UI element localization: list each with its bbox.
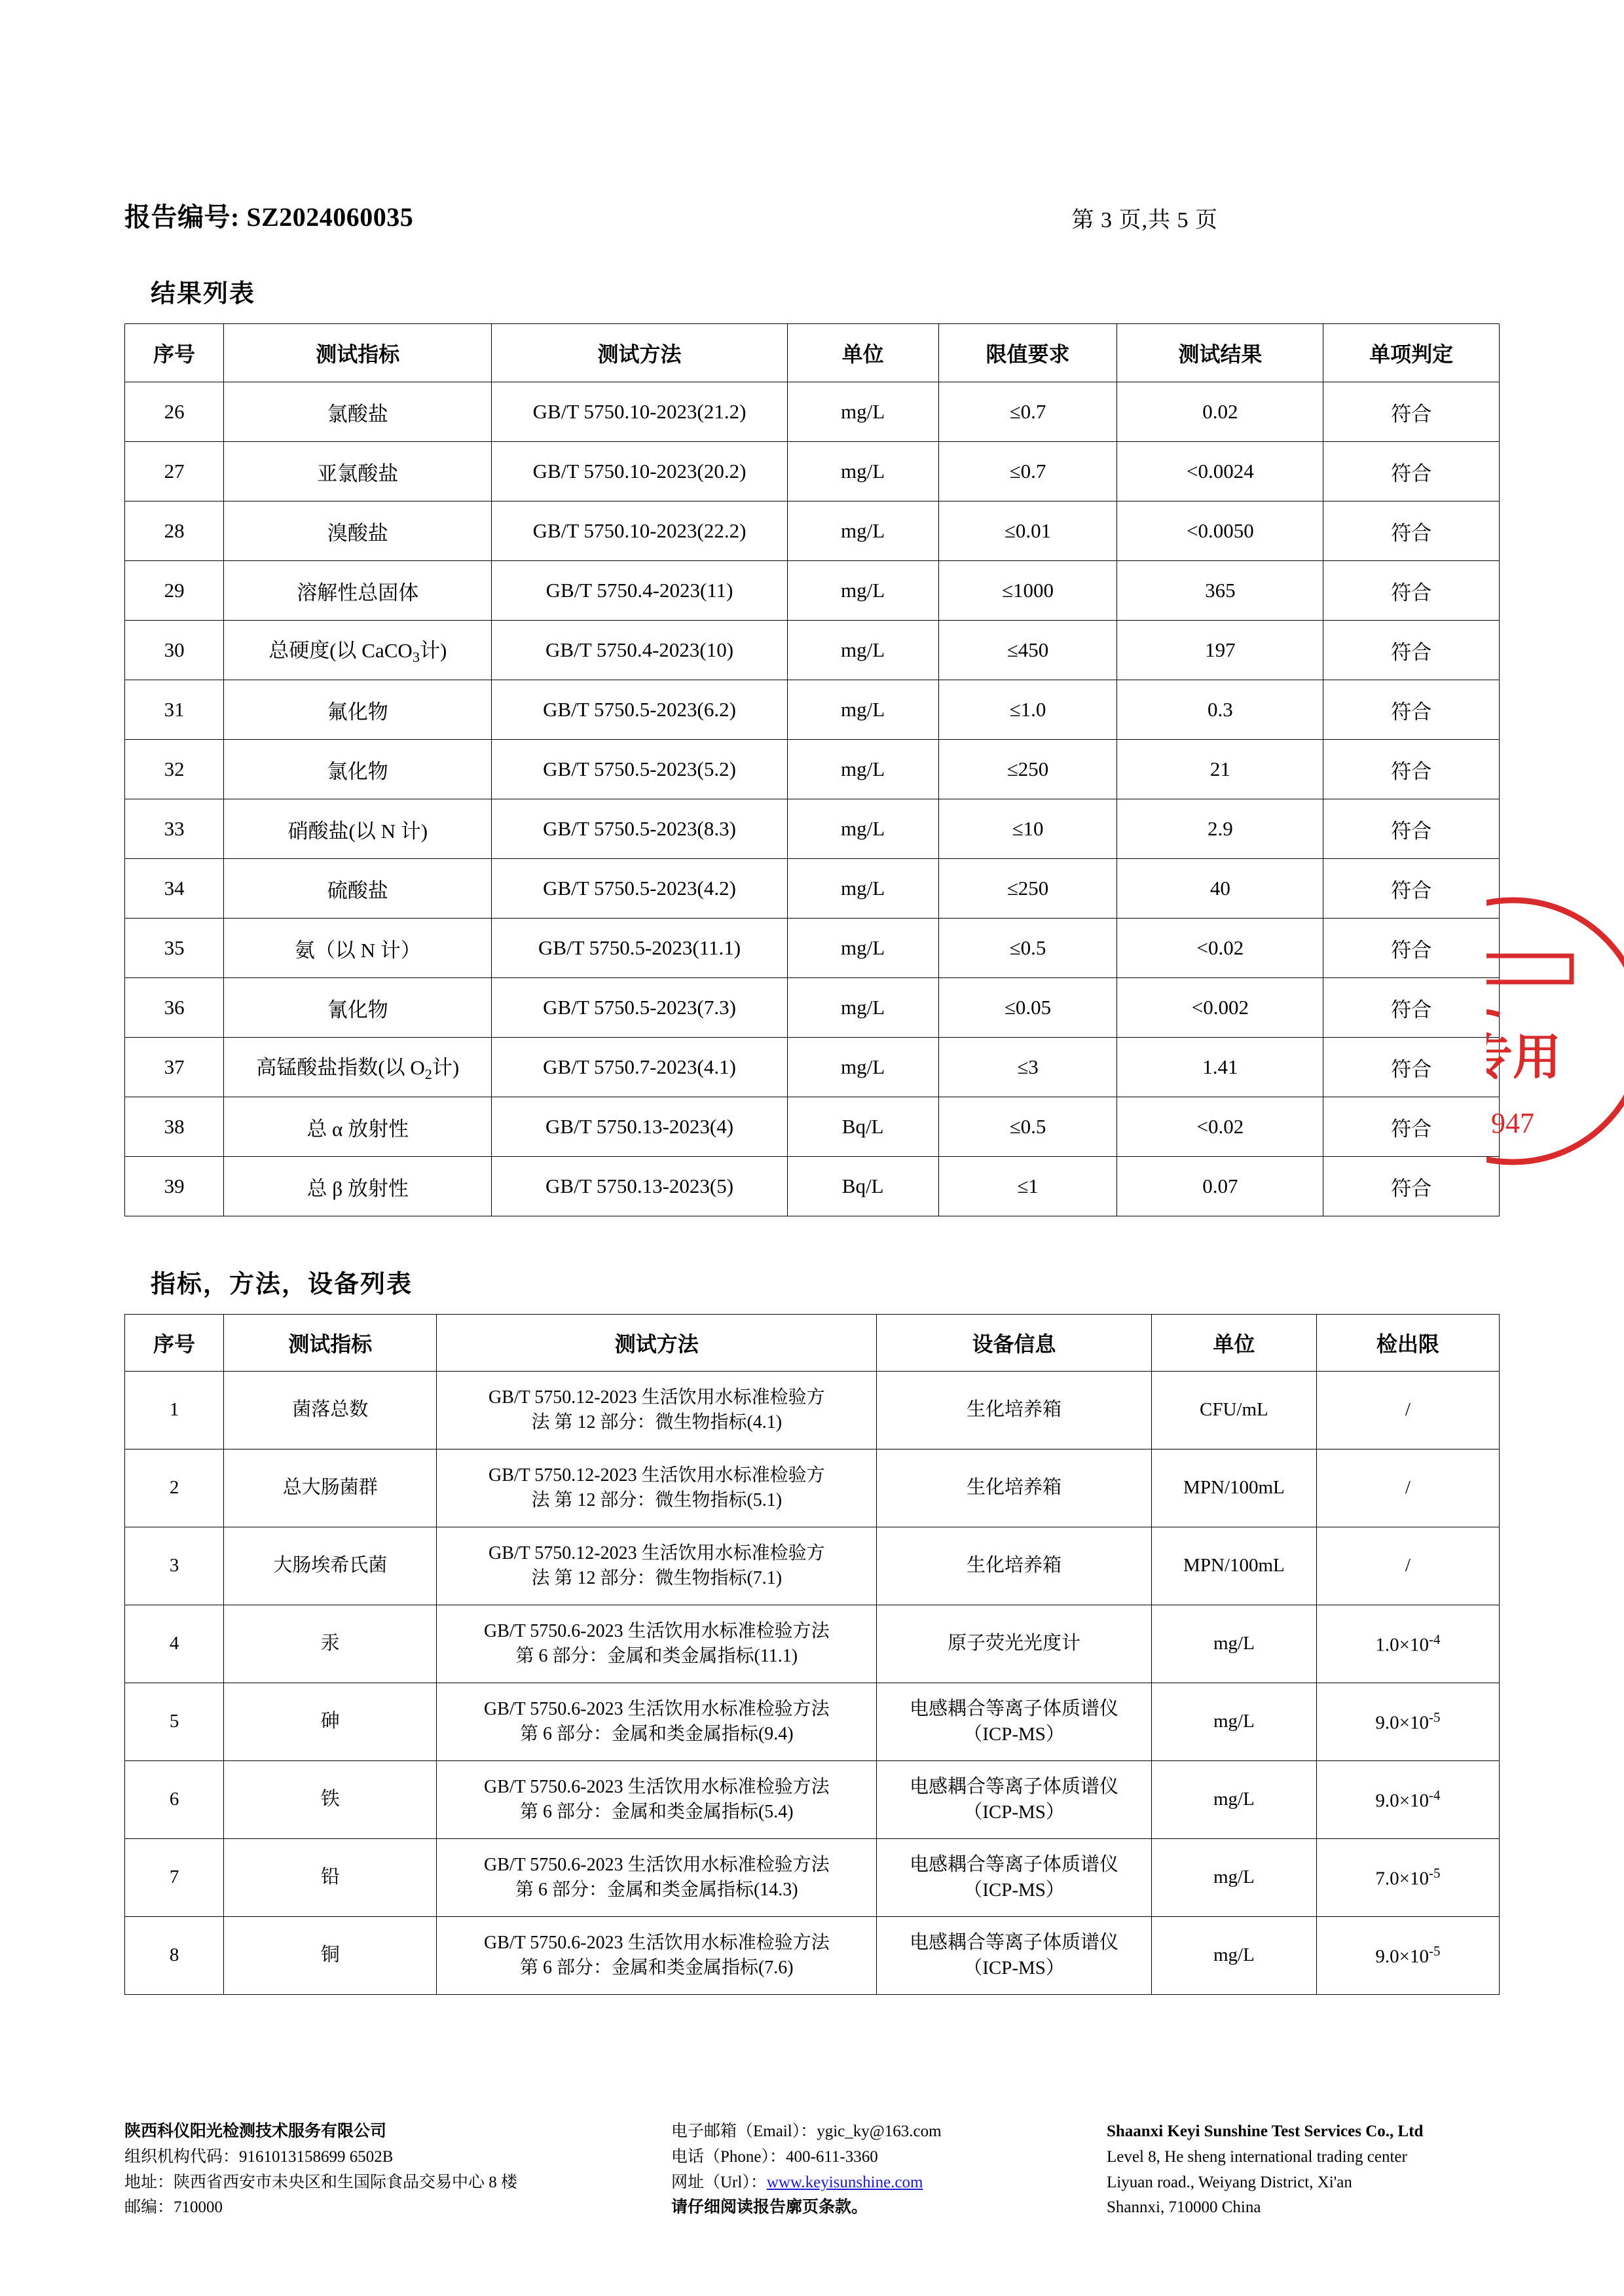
cell-result: <0.0024: [1117, 442, 1323, 501]
cell-unit: mg/L: [787, 740, 938, 799]
cell-seq: 31: [125, 680, 224, 740]
cell-item: 总硬度(以 CaCO$_3$计): [224, 621, 492, 680]
col-unit: 单位: [1151, 1315, 1316, 1372]
cell-limit: ≤0.7: [938, 442, 1117, 501]
cell-unit: mg/L: [787, 799, 938, 859]
cell-limit: ≤0.5: [938, 919, 1117, 978]
cell-unit: mg/L: [787, 501, 938, 561]
cell-unit: mg/L: [787, 1038, 938, 1097]
results-table: [124, 323, 1500, 1216]
cell-result: 197: [1117, 621, 1323, 680]
cell-detection-limit: $7.0\times 10^{-5}$: [1316, 1839, 1499, 1917]
cell-verdict: 符合: [1323, 680, 1500, 740]
cell-item: 氨（以 N 计）: [224, 919, 492, 978]
cell-method: GB/T 5750.5-2023(5.2): [492, 740, 787, 799]
footer-note: 请仔细阅读报告廓页条款。: [671, 2198, 868, 2217]
col-method: 测试方法: [492, 324, 787, 382]
cell-detection-limit: $1.0\times 10^{-4}$: [1316, 1605, 1499, 1683]
cell-item: 溶解性总固体: [224, 561, 492, 621]
cell-unit: Bq/L: [787, 1157, 938, 1216]
table-row: [125, 1097, 1500, 1157]
footer-company-cn: 陕西科仪阳光检测技术服务有限公司: [124, 2123, 387, 2140]
table-row: [125, 561, 1500, 621]
cell-limit: ≤250: [938, 740, 1117, 799]
cell-seq: 35: [125, 919, 224, 978]
cell-method: GB/T 5750.6-2023 生活饮用水标准检验方法 第 6 部分：金属和类金属指标(9.4): [437, 1683, 877, 1761]
cell-result: 365: [1117, 561, 1323, 621]
cell-limit: ≤0.7: [938, 382, 1117, 442]
col-limit: 限值要求: [938, 324, 1117, 382]
footer-url-label: 网址（Url）：: [671, 2173, 767, 2191]
cell-limit: ≤1.0: [938, 680, 1117, 740]
cell-item: 汞: [224, 1605, 437, 1683]
cell-result: <0.02: [1117, 1097, 1323, 1157]
cell-verdict: 符合: [1323, 1097, 1500, 1157]
table-row: [125, 859, 1500, 919]
footer-address-cn: 地址：陕西省西安市未央区和生国际食品交易中心 8 楼: [124, 2173, 518, 2191]
footer-url-link[interactable]: www.keyisunshine.com: [766, 2173, 923, 2191]
cell-seq: 30: [125, 621, 224, 680]
cell-result: 40: [1117, 859, 1323, 919]
table-row: [125, 1917, 1500, 1995]
cell-result: 21: [1117, 740, 1323, 799]
table-row: [125, 919, 1500, 978]
cell-limit: ≤250: [938, 859, 1117, 919]
cell-item: 硫酸盐: [224, 859, 492, 919]
cell-unit: mg/L: [1151, 1683, 1316, 1761]
cell-seq: 6: [125, 1761, 224, 1839]
cell-method: GB/T 5750.12-2023 生活饮用水标准检验方 法 第 12 部分：微生物指标(5.1): [437, 1449, 877, 1527]
cell-method: GB/T 5750.5-2023(11.1): [492, 919, 787, 978]
cell-item: 砷: [224, 1683, 437, 1761]
footer-email: 电子邮箱（Email）：ygic_ky@163.com: [671, 2123, 942, 2140]
cell-unit: mg/L: [787, 680, 938, 740]
cell-verdict: 符合: [1323, 1038, 1500, 1097]
table-row: [125, 1605, 1500, 1683]
cell-result: 0.02: [1117, 382, 1323, 442]
cell-limit: ≤0.01: [938, 501, 1117, 561]
footer-org-code: 组织机构代码：9161013158699 6502B: [124, 2147, 394, 2166]
footer-postcode: 邮编：710000: [124, 2198, 223, 2217]
cell-limit: ≤450: [938, 621, 1117, 680]
table-row: [125, 680, 1500, 740]
cell-item: 氯酸盐: [224, 382, 492, 442]
col-device: 设备信息: [877, 1315, 1152, 1372]
cell-unit: mg/L: [787, 382, 938, 442]
cell-unit: mg/L: [787, 978, 938, 1038]
cell-detection-limit: $9.0\times 10^{-5}$: [1316, 1917, 1499, 1995]
cell-seq: 37: [125, 1038, 224, 1097]
cell-item: 菌落总数: [224, 1372, 437, 1449]
cell-limit: ≤0.05: [938, 978, 1117, 1038]
col-method: 测试方法: [437, 1315, 877, 1372]
cell-verdict: 符合: [1323, 501, 1500, 561]
cell-method: GB/T 5750.10-2023(21.2): [492, 382, 787, 442]
table-row: [125, 1372, 1500, 1449]
cell-item: 硝酸盐(以 N 计): [224, 799, 492, 859]
cell-device: 电感耦合等离子体质谱仪 （ICP-MS）: [877, 1683, 1152, 1761]
cell-unit: Bq/L: [787, 1097, 938, 1157]
col-detection-limit: 检出限: [1316, 1315, 1499, 1372]
cell-method: GB/T 5750.6-2023 生活饮用水标准检验方法 第 6 部分：金属和类金属指标(11.1): [437, 1605, 877, 1683]
cell-seq: 29: [125, 561, 224, 621]
table-row: [125, 1038, 1500, 1097]
table-row: [125, 442, 1500, 501]
cell-unit: mg/L: [787, 919, 938, 978]
table-row: [125, 501, 1500, 561]
cell-unit: MPN/100mL: [1151, 1449, 1316, 1527]
cell-unit: MPN/100mL: [1151, 1527, 1316, 1605]
col-seq: 序号: [125, 324, 224, 382]
cell-seq: 27: [125, 442, 224, 501]
cell-result: 2.9: [1117, 799, 1323, 859]
table-row: [125, 1839, 1500, 1917]
cell-limit: ≤3: [938, 1038, 1117, 1097]
report-number: 报告编号: SZ2024060035: [124, 202, 414, 232]
results-section-title: 结果列表: [151, 280, 256, 308]
cell-method: GB/T 5750.10-2023(20.2): [492, 442, 787, 501]
cell-unit: mg/L: [1151, 1605, 1316, 1683]
cell-device: 电感耦合等离子体质谱仪 （ICP-MS）: [877, 1761, 1152, 1839]
cell-verdict: 符合: [1323, 859, 1500, 919]
cell-verdict: 符合: [1323, 561, 1500, 621]
cell-method: GB/T 5750.6-2023 生活饮用水标准检验方法 第 6 部分：金属和类金属指标(7.6): [437, 1917, 877, 1995]
table-row: [125, 1449, 1500, 1527]
cell-verdict: 符合: [1323, 1157, 1500, 1216]
cell-verdict: 符合: [1323, 442, 1500, 501]
cell-seq: 33: [125, 799, 224, 859]
cell-unit: mg/L: [787, 442, 938, 501]
cell-result: <0.02: [1117, 919, 1323, 978]
cell-method: GB/T 5750.7-2023(4.1): [492, 1038, 787, 1097]
cell-limit: ≤0.5: [938, 1097, 1117, 1157]
cell-unit: mg/L: [787, 621, 938, 680]
cell-seq: 32: [125, 740, 224, 799]
cell-limit: ≤1: [938, 1157, 1117, 1216]
cell-unit: mg/L: [1151, 1761, 1316, 1839]
cell-device: 电感耦合等离子体质谱仪 （ICP-MS）: [877, 1917, 1152, 1995]
cell-item: 大肠埃希氏菌: [224, 1527, 437, 1605]
cell-method: GB/T 5750.12-2023 生活饮用水标准检验方 法 第 12 部分：微生物指标(4.1): [437, 1372, 877, 1449]
official-seal-stamp: [1464, 877, 1624, 1185]
cell-result: <0.0050: [1117, 501, 1323, 561]
table-row: [125, 1157, 1500, 1216]
cell-seq: 38: [125, 1097, 224, 1157]
footer-phone: 电话（Phone）：400-611-3360: [671, 2147, 878, 2166]
table-row: [125, 621, 1500, 680]
methods-section-title: 指标，方法，设备列表: [151, 1271, 413, 1298]
cell-verdict: 符合: [1323, 740, 1500, 799]
cell-item: 亚氯酸盐: [224, 442, 492, 501]
cell-seq: 7: [125, 1839, 224, 1917]
cell-item: 总 β 放射性: [224, 1157, 492, 1216]
table-header-row: [125, 1315, 1500, 1372]
svg-text:947: 947: [1491, 1107, 1534, 1139]
cell-device: 电感耦合等离子体质谱仪 （ICP-MS）: [877, 1839, 1152, 1917]
cell-item: 铅: [224, 1839, 437, 1917]
cell-result: 0.3: [1117, 680, 1323, 740]
cell-seq: 3: [125, 1527, 224, 1605]
table-row: [125, 799, 1500, 859]
cell-device: 生化培养箱: [877, 1372, 1152, 1449]
cell-unit: mg/L: [787, 859, 938, 919]
cell-method: GB/T 5750.4-2023(11): [492, 561, 787, 621]
cell-method: GB/T 5750.13-2023(5): [492, 1157, 787, 1216]
cell-unit: mg/L: [787, 561, 938, 621]
col-result: 测试结果: [1117, 324, 1323, 382]
table-row: [125, 1761, 1500, 1839]
cell-seq: 39: [125, 1157, 224, 1216]
col-unit: 单位: [787, 324, 938, 382]
cell-unit: mg/L: [1151, 1917, 1316, 1995]
cell-result: 1.41: [1117, 1038, 1323, 1097]
cell-unit: mg/L: [1151, 1839, 1316, 1917]
cell-device: 生化培养箱: [877, 1527, 1152, 1605]
table-row: [125, 1527, 1500, 1605]
cell-detection-limit: /: [1316, 1449, 1499, 1527]
cell-method: GB/T 5750.5-2023(8.3): [492, 799, 787, 859]
cell-seq: 5: [125, 1683, 224, 1761]
page-footer: [124, 2119, 1526, 2221]
cell-unit: CFU/mL: [1151, 1372, 1316, 1449]
cell-detection-limit: $9.0\times 10^{-4}$: [1316, 1761, 1499, 1839]
table-row: [125, 1683, 1500, 1761]
cell-seq: 2: [125, 1449, 224, 1527]
page-number: 第 3 页,共 5 页: [1071, 208, 1218, 232]
footer-address-en-1: Level 8, He sheng international trading center: [1107, 2147, 1407, 2166]
cell-item: 铜: [224, 1917, 437, 1995]
cell-seq: 28: [125, 501, 224, 561]
cell-method: GB/T 5750.4-2023(10): [492, 621, 787, 680]
table-row: [125, 382, 1500, 442]
col-verdict: 单项判定: [1323, 324, 1500, 382]
cell-result: 0.07: [1117, 1157, 1323, 1216]
cell-method: GB/T 5750.6-2023 生活饮用水标准检验方法 第 6 部分：金属和类金属指标(14.3): [437, 1839, 877, 1917]
cell-verdict: 符合: [1323, 978, 1500, 1038]
methods-table: [124, 1314, 1500, 1995]
cell-device: 原子荧光光度计: [877, 1605, 1152, 1683]
cell-seq: 4: [125, 1605, 224, 1683]
cell-item: 总大肠菌群: [224, 1449, 437, 1527]
cell-seq: 36: [125, 978, 224, 1038]
cell-item: 溴酸盐: [224, 501, 492, 561]
cell-limit: ≤1000: [938, 561, 1117, 621]
cell-seq: 26: [125, 382, 224, 442]
footer-company-en: Shaanxi Keyi Sunshine Test Services Co., Ltd: [1107, 2123, 1424, 2140]
cell-seq: 1: [125, 1372, 224, 1449]
svg-text:专用: 专用: [1464, 1031, 1561, 1085]
cell-device: 生化培养箱: [877, 1449, 1152, 1527]
cell-limit: ≤10: [938, 799, 1117, 859]
cell-method: GB/T 5750.6-2023 生活饮用水标准检验方法 第 6 部分：金属和类金属指标(5.4): [437, 1761, 877, 1839]
page-header: [124, 196, 1500, 234]
cell-item: 总 α 放射性: [224, 1097, 492, 1157]
cell-result: <0.002: [1117, 978, 1323, 1038]
cell-verdict: 符合: [1323, 382, 1500, 442]
cell-seq: 34: [125, 859, 224, 919]
table-row: [125, 740, 1500, 799]
cell-detection-limit: $9.0\times 10^{-5}$: [1316, 1683, 1499, 1761]
cell-method: GB/T 5750.5-2023(7.3): [492, 978, 787, 1038]
cell-detection-limit: /: [1316, 1527, 1499, 1605]
table-header-row: [125, 324, 1500, 382]
cell-method: GB/T 5750.5-2023(6.2): [492, 680, 787, 740]
cell-method: GB/T 5750.5-2023(4.2): [492, 859, 787, 919]
cell-verdict: 符合: [1323, 621, 1500, 680]
cell-item: 高锰酸盐指数(以 $O_2$计): [224, 1038, 492, 1097]
cell-verdict: 符合: [1323, 919, 1500, 978]
col-item: 测试指标: [224, 324, 492, 382]
footer-address-en-3: Shannxi, 710000 China: [1107, 2198, 1261, 2217]
cell-item: 氯化物: [224, 740, 492, 799]
cell-verdict: 符合: [1323, 799, 1500, 859]
cell-item: 氰化物: [224, 978, 492, 1038]
col-seq: 序号: [125, 1315, 224, 1372]
cell-detection-limit: /: [1316, 1372, 1499, 1449]
footer-address-en-2: Liyuan road., Weiyang District, Xi'an: [1107, 2173, 1352, 2191]
cell-item: 铁: [224, 1761, 437, 1839]
table-row: [125, 978, 1500, 1038]
cell-method: GB/T 5750.10-2023(22.2): [492, 501, 787, 561]
col-item: 测试指标: [224, 1315, 437, 1372]
cell-seq: 8: [125, 1917, 224, 1995]
cell-method: GB/T 5750.12-2023 生活饮用水标准检验方 法 第 12 部分：微生物指标(7.1): [437, 1527, 877, 1605]
cell-method: GB/T 5750.13-2023(4): [492, 1097, 787, 1157]
cell-item: 氟化物: [224, 680, 492, 740]
